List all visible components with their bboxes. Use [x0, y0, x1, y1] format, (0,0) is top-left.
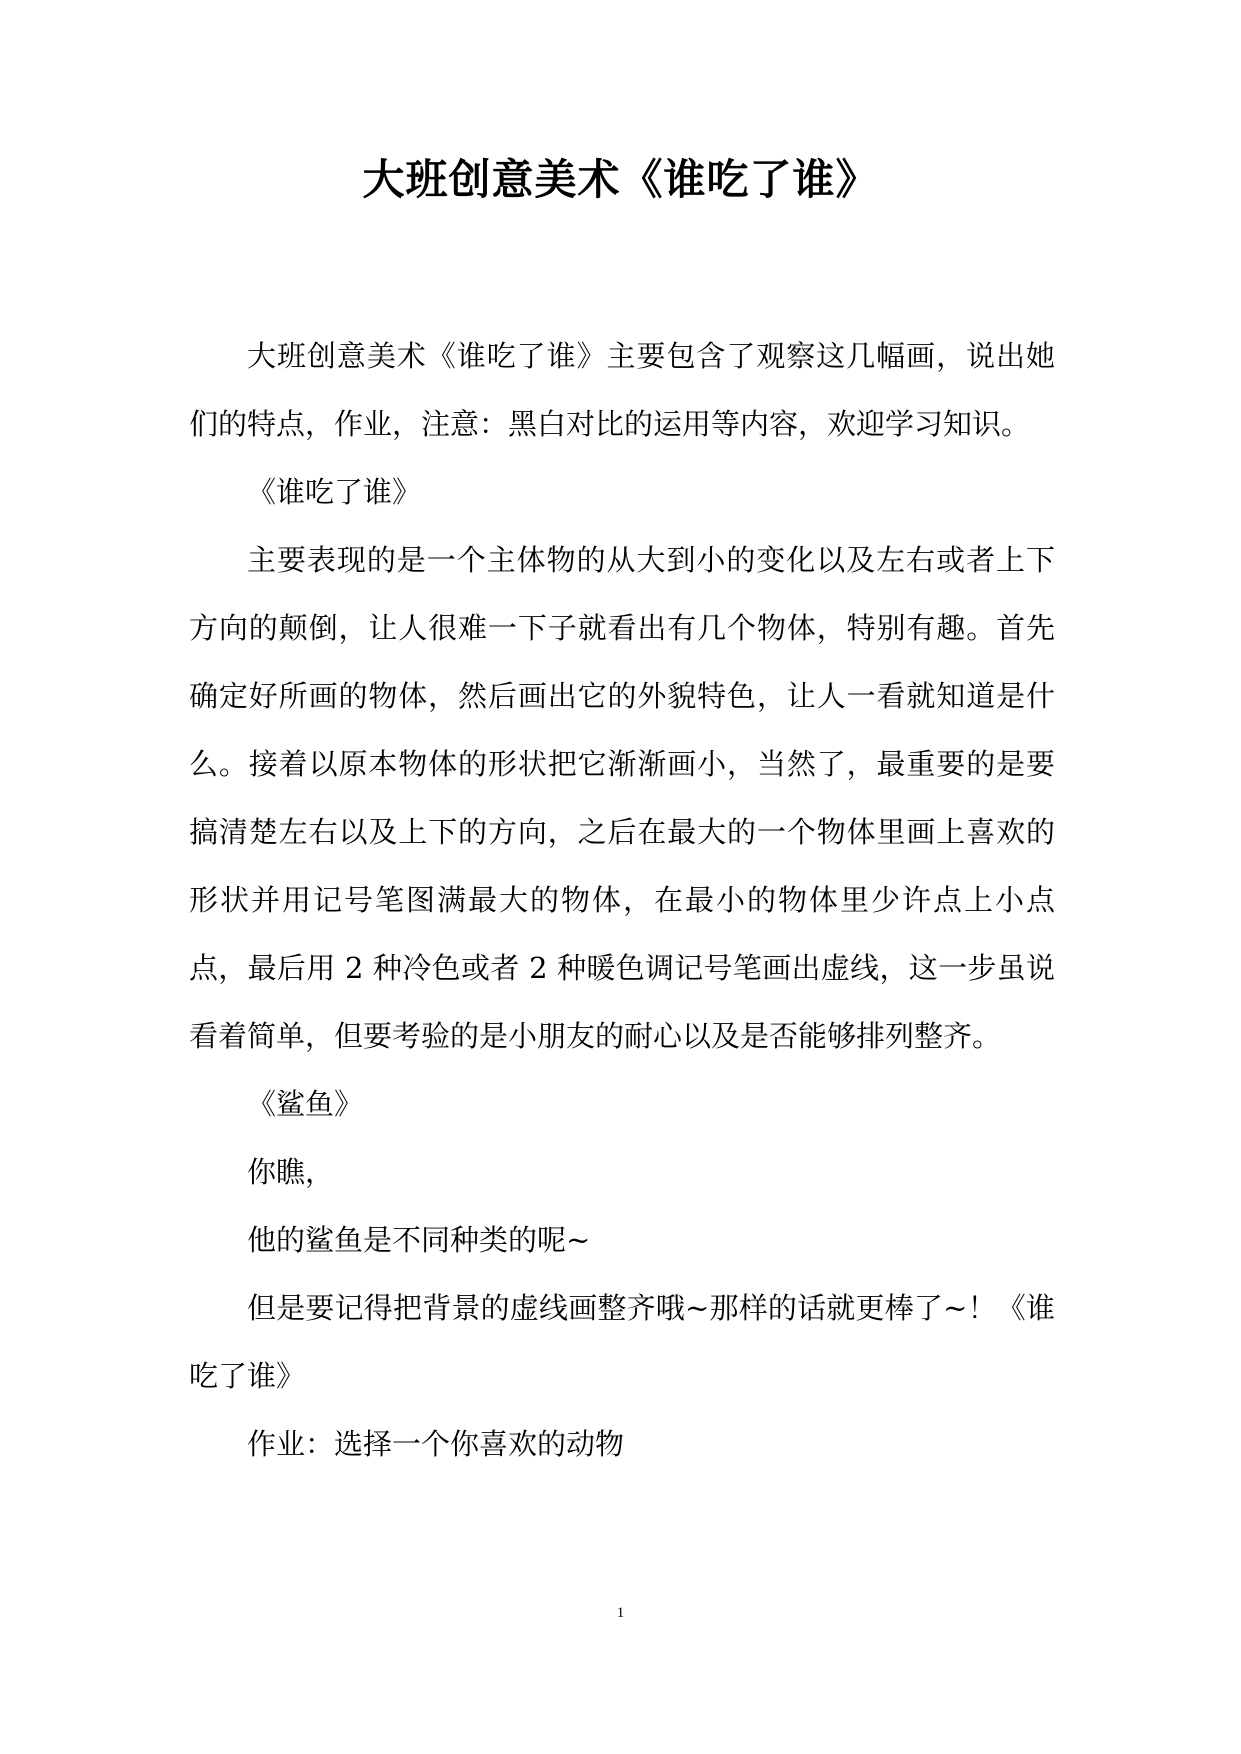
- paragraph-intro: 大班创意美术《谁吃了谁》主要包含了观察这几幅画，说出她们的特点，作业，注意：黑白对比的运用等内容，欢迎学习知识。: [189, 339, 1055, 441]
- document-title: 大班创意美术《谁吃了谁》: [362, 155, 879, 204]
- paragraph-heading-shark: 《鲨鱼》: [247, 1087, 364, 1121]
- document-body: [189, 322, 1055, 1478]
- paragraph-homework: 作业：选择一个你喜欢的动物: [247, 1427, 625, 1461]
- page-number: 1: [616, 1605, 625, 1621]
- paragraph-description: 主要表现的是一个主体物的从大到小的变化以及左右或者上下方向的颠倒，让人很难一下子就看出有几个物体，特别有趣。首先确定好所画的物体，然后画出它的外貌特色，让人一看就知道是什么。接着以原本物体的形状把它渐渐画小，当然了，最重要的是要搞清楚左右以及上下的方向，之后在最大的一个物体里画上喜欢的形状并用记号笔图满最大的物体，在最小的物体里少许点上小点点，最后用 2 种冷色或者 2 种暖色调记号笔画出虚线，这一步虽说看着简单，但要考验的是小朋友的耐心以及是否能够排列整齐。: [189, 543, 1055, 1053]
- paragraph-reminder: 但是要记得把背景的虚线画整齐哦~那样的话就更棒了~！《谁吃了谁》: [189, 1291, 1055, 1393]
- paragraph-shark-kinds: 他的鲨鱼是不同种类的呢~: [247, 1223, 591, 1257]
- paragraph-heading-who-ate-who: 《谁吃了谁》: [247, 475, 422, 509]
- paragraph-look: 你瞧，: [247, 1155, 335, 1189]
